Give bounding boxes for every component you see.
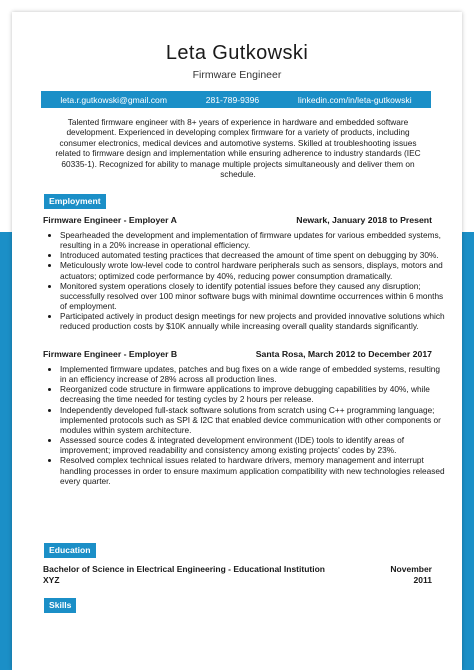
contact-bar	[41, 91, 431, 108]
job-bullets	[43, 364, 448, 486]
bullet-item: • Introduced automated testing practices that decreased the amount of time spent on debugging by 30%.	[60, 250, 448, 260]
phone-number[interactable]: 281-789-9396	[205, 94, 260, 105]
bullet-item: • Resolved complex technical issues related to hardware drivers, memory management and interrupt handling processes in order to ensure maximum application compatibility with new technologies released every quarter.	[60, 455, 448, 485]
bullet-item: • Meticulously wrote low-level code to control hardware peripherals such as sensors, displays, motors and actuators; optimized code performance by 40%, reducing power consumption dramatically.	[60, 260, 448, 280]
section-employment-heading: Employment	[44, 194, 106, 209]
graduation-date: November 2011	[390, 564, 432, 585]
job-location-dates: Newark, January 2018 to Present	[296, 215, 432, 225]
bullet-item: • Independently developed full-stack software solutions from scratch using C++ programming language; implemented protocols such as SPI & I2C that enabled device communication with other components or modules within system architecture.	[60, 405, 448, 435]
bullet-item: • Reorganized code structure in firmware applications to improve debugging capabilities by 40%, while decreasing the time needed for testing cycles by 2 hours per release.	[60, 384, 448, 404]
job-title: Firmware Engineer	[192, 69, 282, 81]
section-skills-heading: Skills	[44, 598, 76, 613]
job-role: Firmware Engineer - Employer A	[43, 215, 177, 225]
bullet-item: • Monitored system operations closely to identify potential issues before they caused any disruption; successfully resolved over 100 minor software bugs with minimal downtime occurrences within 6 months of employment.	[60, 281, 448, 311]
email-link[interactable]: leta.r.gutkowski@gmail.com	[60, 94, 167, 105]
bullet-item: • Participated actively in product design meetings for new projects and provided innovative solutions which reduced production costs by $10K annually while increasing overall quality standards significantly.	[60, 311, 448, 331]
candidate-name: Leta Gutkowski	[165, 42, 309, 64]
bullet-item: • Assessed source codes & integrated development environment (IDE) tools to identify areas of improvement; improved readability and consistency among existing projects' codes by 23%.	[60, 435, 448, 455]
job-location-dates: Santa Rosa, March 2012 to December 2017	[255, 349, 432, 359]
job-role: Firmware Engineer - Employer B	[43, 349, 178, 359]
job-header	[43, 349, 432, 359]
job-bullets	[43, 230, 448, 332]
bullet-item: • Spearheaded the development and implementation of firmware updates for various embedded systems, resulting in a 20% increase in operational efficiency.	[60, 230, 448, 250]
linkedin-link[interactable]: linkedin.com/in/leta-gutkowski	[297, 94, 412, 105]
job-header	[43, 215, 432, 225]
degree: Bachelor of Science in Electrical Engineering - Educational Institution XYZ	[43, 564, 325, 585]
section-education-heading: Education	[44, 543, 96, 558]
resume-page	[12, 12, 462, 670]
professional-summary: Talented firmware engineer with 8+ years of experience in hardware and embedded software development. Experienced in developing complex firmware for a variety of products, including consumer electronics, medical devices and automotive systems. Skilled at troubleshooting issues related to firmware design and implementation while ensuring adherence to industry standards (IEC 60335-1). Recognized for ability to manage multiple projects simultaneously and deliver them on schedule.	[55, 117, 421, 180]
bullet-item: • Implemented firmware updates, patches and bug fixes on a wide range of embedded systems, resulting in an efficiency increase of 28% across all production lines.	[60, 364, 448, 384]
